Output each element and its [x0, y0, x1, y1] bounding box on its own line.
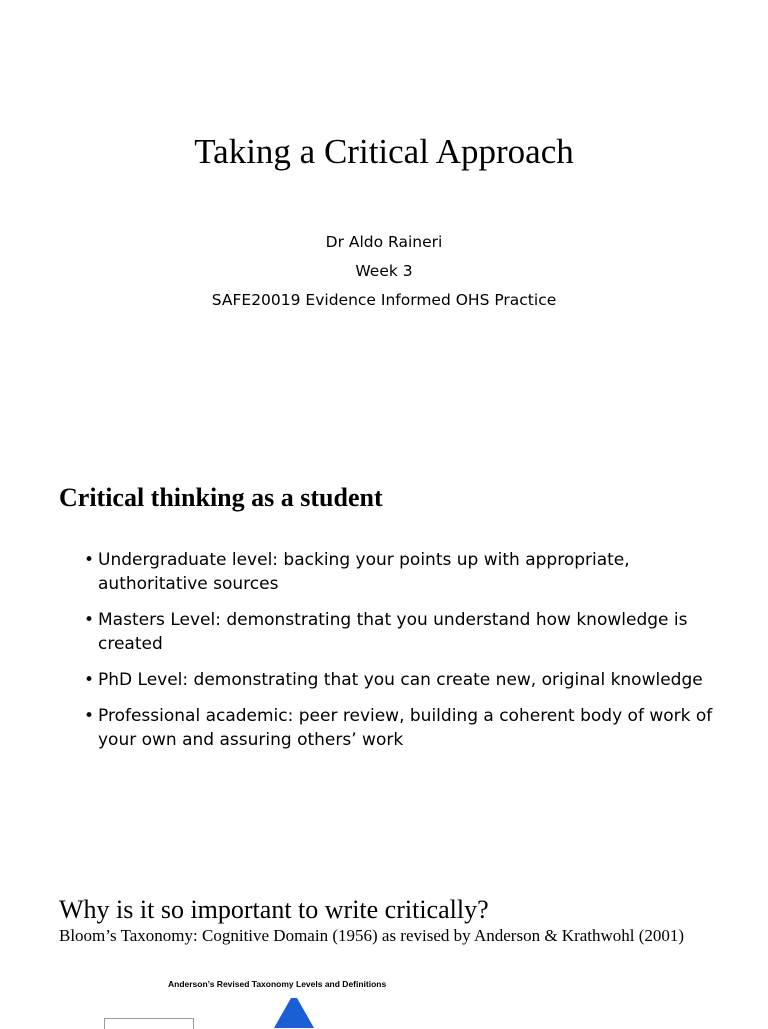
slide-title: Critical thinking as a student [59, 483, 383, 512]
slide-subtitle [0, 228, 768, 315]
title-slide [0, 0, 768, 432]
bullet-icon: • [84, 706, 95, 726]
bullet-text: Undergraduate level: backing your points up with appropriate, authoritative sources [98, 550, 630, 594]
bullet-item [84, 548, 724, 596]
author-name: Dr Aldo Raineri [325, 233, 443, 251]
bullet-item [84, 608, 724, 656]
write-critically-slide [0, 864, 768, 1024]
bullet-item [84, 668, 724, 692]
bullet-text: Professional academic: peer review, building a coherent body of work of your own and assuring others’ work [98, 706, 713, 750]
bullet-icon: • [84, 550, 95, 570]
slide-title: Taking a Critical Approach [194, 132, 574, 171]
bullet-text: Masters Level: demonstrating that you understand how knowledge is created [98, 610, 688, 654]
critical-thinking-slide [0, 432, 768, 864]
figure-caption: Anderson’s Revised Taxonomy Levels and Definitions [168, 979, 387, 989]
bullet-text: PhD Level: demonstrating that you can create new, original knowledge [98, 670, 703, 690]
slide-body-text: Bloom’s Taxonomy: Cognitive Domain (1956) as revised by Anderson & Krathwohl (2001) [59, 926, 685, 945]
slide-title: Why is it so important to write critically? [59, 895, 489, 924]
bullet-icon: • [84, 670, 95, 690]
week-label: Week 3 [355, 262, 413, 280]
course-name: SAFE20019 Evidence Informed OHS Practice [211, 291, 557, 309]
bullet-list [84, 548, 724, 764]
bullet-item [84, 704, 724, 752]
bullet-icon: • [84, 610, 95, 630]
